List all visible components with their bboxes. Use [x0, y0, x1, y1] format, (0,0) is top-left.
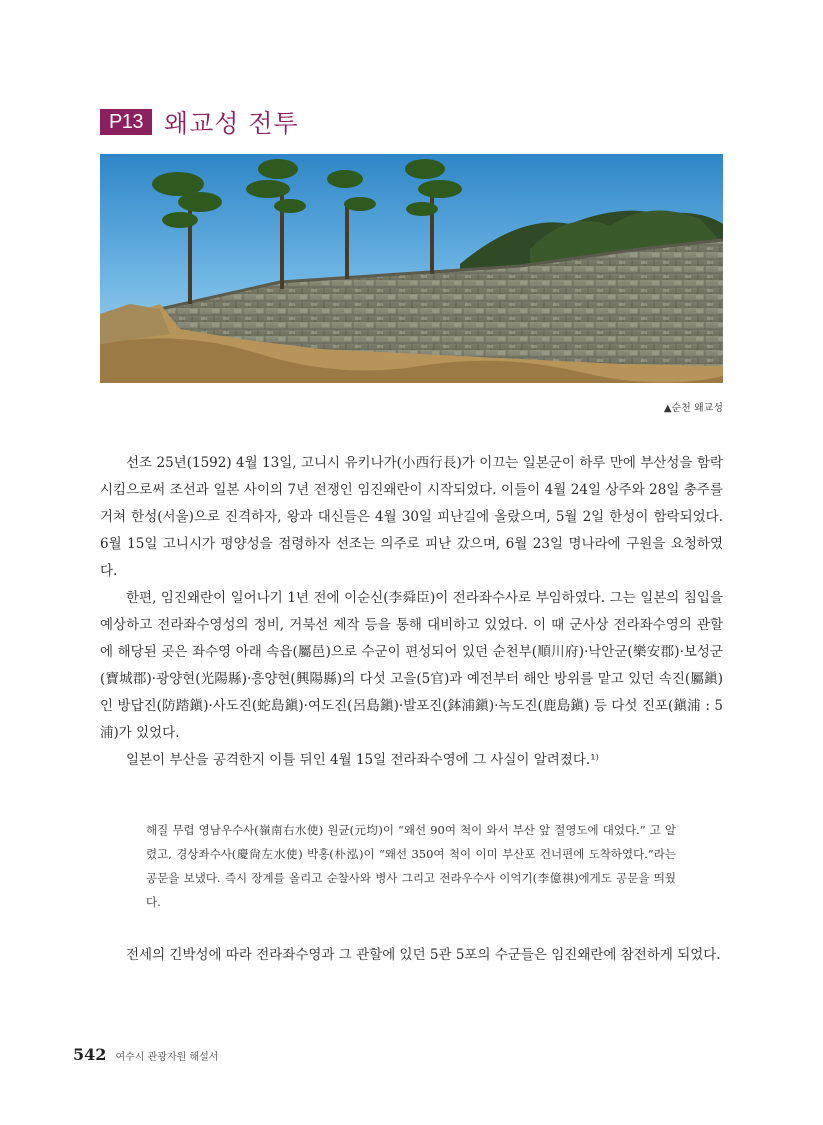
body-text	[100, 450, 723, 774]
section-badge: P13	[100, 109, 152, 135]
paragraph-3: 일본이 부산을 공격한지 이틀 뒤인 4월 15일 전라좌수영에 그 사실이 알려졌다.¹⁾	[126, 752, 599, 768]
page-title: 왜교성 전투	[164, 109, 299, 138]
quoted-excerpt: 해질 무렵 영남우수사(嶺南右水使) 원균(元均)이 “왜선 90여 척이 와서 부산 앞 절영도에 대었다.” 고 알렸고, 경상좌수사(慶尙左水使) 박홍(朴泓)이 “왜선 350여 척이 이미 부산포 건너편에 도착하였다.”라는 공문을 보냈다. 즉시 장계를 올리고 순찰사와 병사 그리고 전라우수사 이억기(李億祺)에게도 공문을 띄웠다.	[146, 823, 676, 909]
book-title: 여수시 관광자원 해설서	[115, 1052, 219, 1063]
paragraph-closing: 전세의 긴박성에 따라 전라좌수영과 그 관할에 있던 5관 5포의 수군들은 임진왜란에 참전하게 되었다.	[126, 947, 721, 963]
paragraph-2: 한편, 임진왜란이 일어나기 1년 전에 이순신(李舜臣)이 전라좌수사로 부임하였다. 그는 일본의 침입을 예상하고 전라좌수영성의 정비, 거북선 제작 등을 통해 대비하고 있었다. 이 때 군사상 전라좌수영의 관할에 해당된 곳은 좌수영 아래 속읍(屬邑)으로 수군이 편성되어 있던 순천부(順川府)·낙안군(樂安郡)·보성군(寶城郡)·광양현(光陽縣)·흥양현(興陽縣)의 다섯 고을(5官)과 예전부터 해안 방위를 맡고 있던 속진(屬鎭)인 방답진(防踏鎭)·사도진(蛇島鎭)·여도진(呂島鎭)·발포진(鉢浦鎭)·녹도진(鹿島鎭) 등 다섯 진포(鎭浦 : 5浦)가 있었다.	[100, 590, 723, 741]
paragraph-1: 선조 25년(1592) 4월 13일, 고니시 유키나가(小西行長)가 이끄는 일본군이 하루 만에 부산성을 함락시킴으로써 조선과 일본 사이의 7년 전쟁인 임진왜란이 시작되었다. 이들이 4월 24일 상주와 28일 충주를 거쳐 한성(서울)으로 진격하자, 왕과 대신들은 4월 30일 피난길에 올랐으며, 5월 2일 한성이 함락되었다. 6월 15일 고니시가 평양성을 점령하자 선조는 의주로 피난 갔으며, 6월 23일 명나라에 구원을 요청하였다.	[100, 455, 723, 579]
page-footer	[73, 1045, 218, 1064]
photo-caption: ▲순천 왜교성	[663, 403, 723, 414]
closing-text	[100, 942, 723, 969]
page-number: 542	[73, 1045, 107, 1064]
castle-wall-photo	[100, 154, 723, 383]
